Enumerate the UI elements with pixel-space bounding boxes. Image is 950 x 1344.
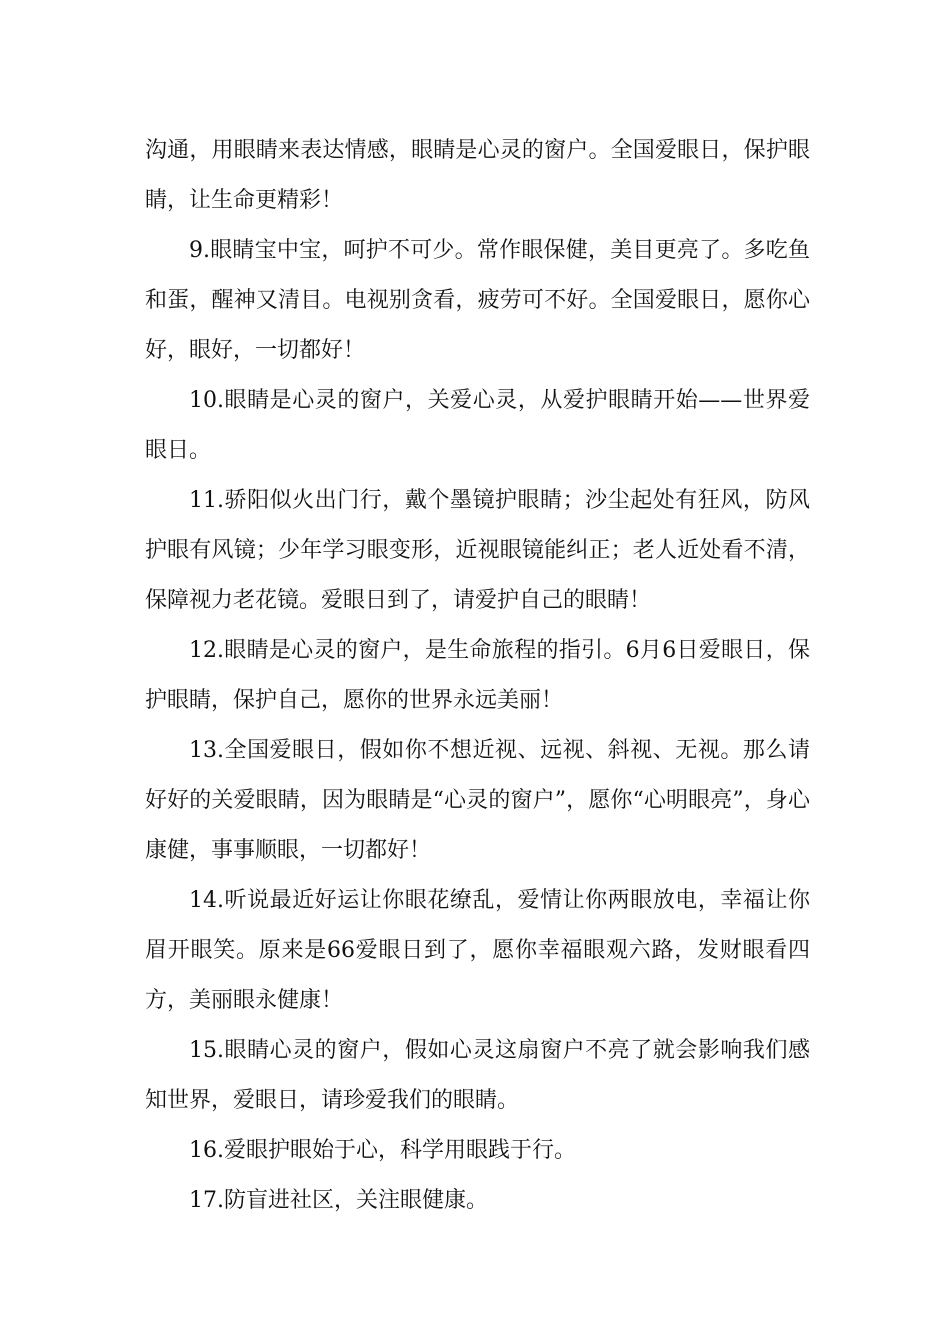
document-page (145, 126, 810, 1226)
paragraph-continuation: 沟通，用眼睛来表达情感，眼睛是心灵的窗户。全国爱眼日，保护眼睛，让生命更精彩！ (145, 138, 810, 213)
list-item-9: 9.眼睛宝中宝，呵护不可少。常作眼保健，美目更亮了。多吃鱼和蛋，醒神又清目。电视别贪看，疲劳可不好。全国爱眼日，愿你心好，眼好，一切都好！ (145, 238, 810, 363)
list-item-12: 12.眼睛是心灵的窗户，是生命旅程的指引。6月6日爱眼日，保护眼睛，保护自己，愿你的世界永远美丽！ (145, 638, 810, 713)
list-item-13: 13.全国爱眼日，假如你不想近视、远视、斜视、无视。那么请好好的关爱眼睛，因为眼睛是“心灵的窗户”，愿你“心明眼亮”，身心康健，事事顺眼，一切都好！ (145, 738, 810, 863)
list-item-14: 14.听说最近好运让你眼花缭乱，爱情让你两眼放电，幸福让你眉开眼笑。原来是66爱眼日到了，愿你幸福眼观六路，发财眼看四方，美丽眼永健康！ (145, 888, 810, 1013)
list-item-15: 15.眼睛心灵的窗户，假如心灵这扇窗户不亮了就会影响我们感知世界，爱眼日，请珍爱我们的眼睛。 (145, 1038, 810, 1113)
list-item-16: 16.爱眼护眼始于心，科学用眼践于行。 (189, 1138, 576, 1163)
list-item-17: 17.防盲进社区，关注眼健康。 (189, 1188, 488, 1213)
list-item-11: 11.骄阳似火出门行，戴个墨镜护眼睛；沙尘起处有狂风，防风护眼有风镜；少年学习眼变形，近视眼镜能纠正；老人近处看不清，保障视力老花镜。爱眼日到了，请爱护自己的眼睛！ (145, 488, 810, 613)
list-item-10: 10.眼睛是心灵的窗户，关爱心灵，从爱护眼睛开始——世界爱眼日。 (145, 388, 810, 463)
